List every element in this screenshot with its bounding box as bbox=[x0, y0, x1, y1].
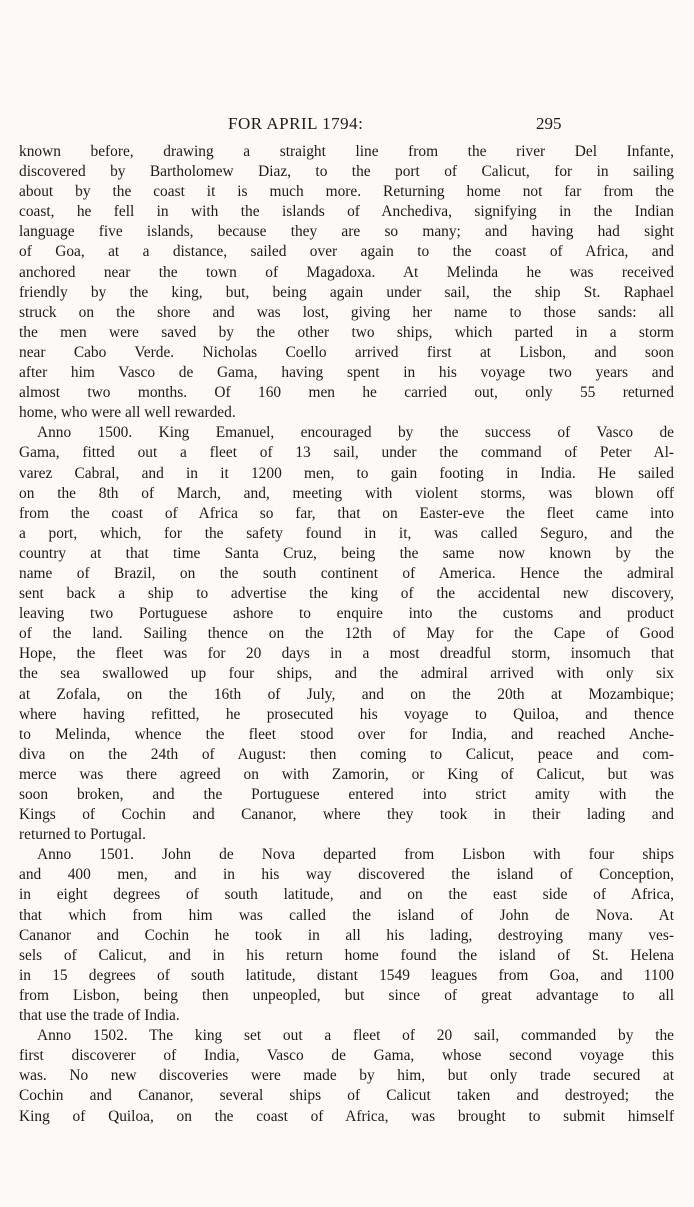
text-line: sels of Calicut, and in his return home found the island of St. Helena bbox=[19, 946, 674, 964]
text-line: merce was there agreed on with Zamorin, or King of Calicut, but was bbox=[19, 765, 674, 783]
text-line: on the 8th of March, and, meeting with violent storms, was blown off bbox=[19, 484, 674, 502]
text-line: from the coast of Africa so far, that on Easter-eve the fleet came into bbox=[19, 504, 674, 522]
text-line: that which from him was called the island of John de Nova. At bbox=[19, 906, 674, 924]
text-line: sent back a ship to advertise the king of the accidental new discovery, bbox=[19, 585, 674, 603]
text-line: where having refitted, he prosecuted his voyage to Quiloa, and thence bbox=[19, 705, 674, 723]
text-line: name of Brazil, on the south continent of America. Hence the admiral bbox=[19, 564, 674, 582]
text-line: Cananor and Cochin he took in all his lading, destroying many ves- bbox=[19, 926, 674, 944]
text-line: the men were saved by the other two ships, which parted in a storm bbox=[19, 323, 674, 341]
text-line: the sea swallowed up four ships, and the admiral arrived with only six bbox=[19, 665, 674, 683]
text-line: friendly by the king, but, being again under sail, the ship St. Raphael bbox=[19, 283, 674, 301]
page-header bbox=[0, 114, 694, 136]
text-line: after him Vasco de Gama, having spent in his voyage two years and bbox=[19, 364, 674, 382]
text-line: in 15 degrees of south latitude, distant 1549 leagues from Goa, and 1100 bbox=[19, 966, 674, 984]
text-line: discovered by Bartholomew Diaz, to the port of Calicut, for in sailing bbox=[19, 163, 674, 181]
text-line: almost two months. Of 160 men he carried out, only 55 returned bbox=[19, 384, 674, 402]
text-line: about by the coast it is much more. Returning home not far from the bbox=[19, 183, 674, 201]
text-line: to Melinda, whence the fleet stood over for India, and reached Anche- bbox=[19, 725, 674, 743]
text-line: of the land. Sailing thence on the 12th of May for the Cape of Good bbox=[19, 625, 674, 643]
text-line: in eight degrees of south latitude, and on the east side of Africa, bbox=[19, 886, 674, 904]
text-line: Kings of Cochin and Cananor, where they took in their lading and bbox=[19, 806, 674, 824]
text-line: diva on the 24th of August: then coming to Calicut, peace and com- bbox=[19, 745, 674, 763]
text-line: and 400 men, and in his way discovered the island of Conception, bbox=[19, 866, 674, 884]
text-line: Hope, the fleet was for 20 days in a most dreadful storm, insomuch that bbox=[19, 645, 674, 663]
text-line: struck on the shore and was lost, giving her name to those sands: all bbox=[19, 303, 674, 321]
text-line: home, who were all well rewarded. bbox=[19, 404, 236, 422]
text-line: leaving two Portuguese ashore to enquire into the customs and product bbox=[19, 605, 674, 623]
text-line: first discoverer of India, Vasco de Gama, whose second voyage this bbox=[19, 1047, 674, 1065]
text-line: known before, drawing a straight line from the river Del Infante, bbox=[19, 143, 674, 160]
text-line: Cochin and Cananor, several ships of Calicut taken and destroyed; the bbox=[19, 1087, 674, 1105]
text-line: Gama, fitted out a fleet of 13 sail, under the command of Peter Al- bbox=[19, 444, 674, 462]
text-line: returned to Portugal. bbox=[19, 826, 146, 844]
running-title: FOR APRIL 1794: bbox=[228, 114, 364, 133]
text-line: that use the trade of India. bbox=[19, 1007, 180, 1025]
text-line: Anno 1502. The king set out a fleet of 20 sail, commanded by the bbox=[37, 1027, 674, 1045]
text-line: country at that time Santa Cruz, being the same now known by the bbox=[19, 544, 674, 562]
text-line: Anno 1500. King Emanuel, encouraged by the success of Vasco de bbox=[37, 424, 674, 442]
text-line: near Cabo Verde. Nicholas Coello arrived first at Lisbon, and soon bbox=[19, 343, 674, 361]
text-line: King of Quiloa, on the coast of Africa, was brought to submit himself bbox=[19, 1107, 674, 1125]
text-line: Anno 1501. John de Nova departed from Lisbon with four ships bbox=[37, 846, 674, 864]
text-line: was. No new discoveries were made by him, but only trade secured at bbox=[19, 1067, 674, 1085]
text-line: of Goa, at a distance, sailed over again to the coast of Africa, and bbox=[19, 243, 674, 261]
text-line: varez Cabral, and in it 1200 men, to gain footing in India. He sailed bbox=[19, 464, 674, 482]
text-line: at Zofala, on the 16th of July, and on the 20th at Mozambique; bbox=[19, 685, 674, 703]
body-text bbox=[19, 142, 674, 1127]
page-number: 295 bbox=[536, 114, 562, 133]
text-line: from Lisbon, being then unpeopled, but since of great advantage to all bbox=[19, 986, 674, 1004]
text-line: a port, which, for the safety found in it, was called Seguro, and the bbox=[19, 524, 674, 542]
text-line: anchored near the town of Magadoxa. At Melinda he was received bbox=[19, 263, 674, 281]
text-line: language five islands, because they are so many; and having had sight bbox=[19, 223, 674, 241]
text-line: soon broken, and the Portuguese entered into strict amity with the bbox=[19, 786, 674, 803]
text-line: coast, he fell in with the islands of Anchediva, signifying in the Indian bbox=[19, 203, 674, 221]
